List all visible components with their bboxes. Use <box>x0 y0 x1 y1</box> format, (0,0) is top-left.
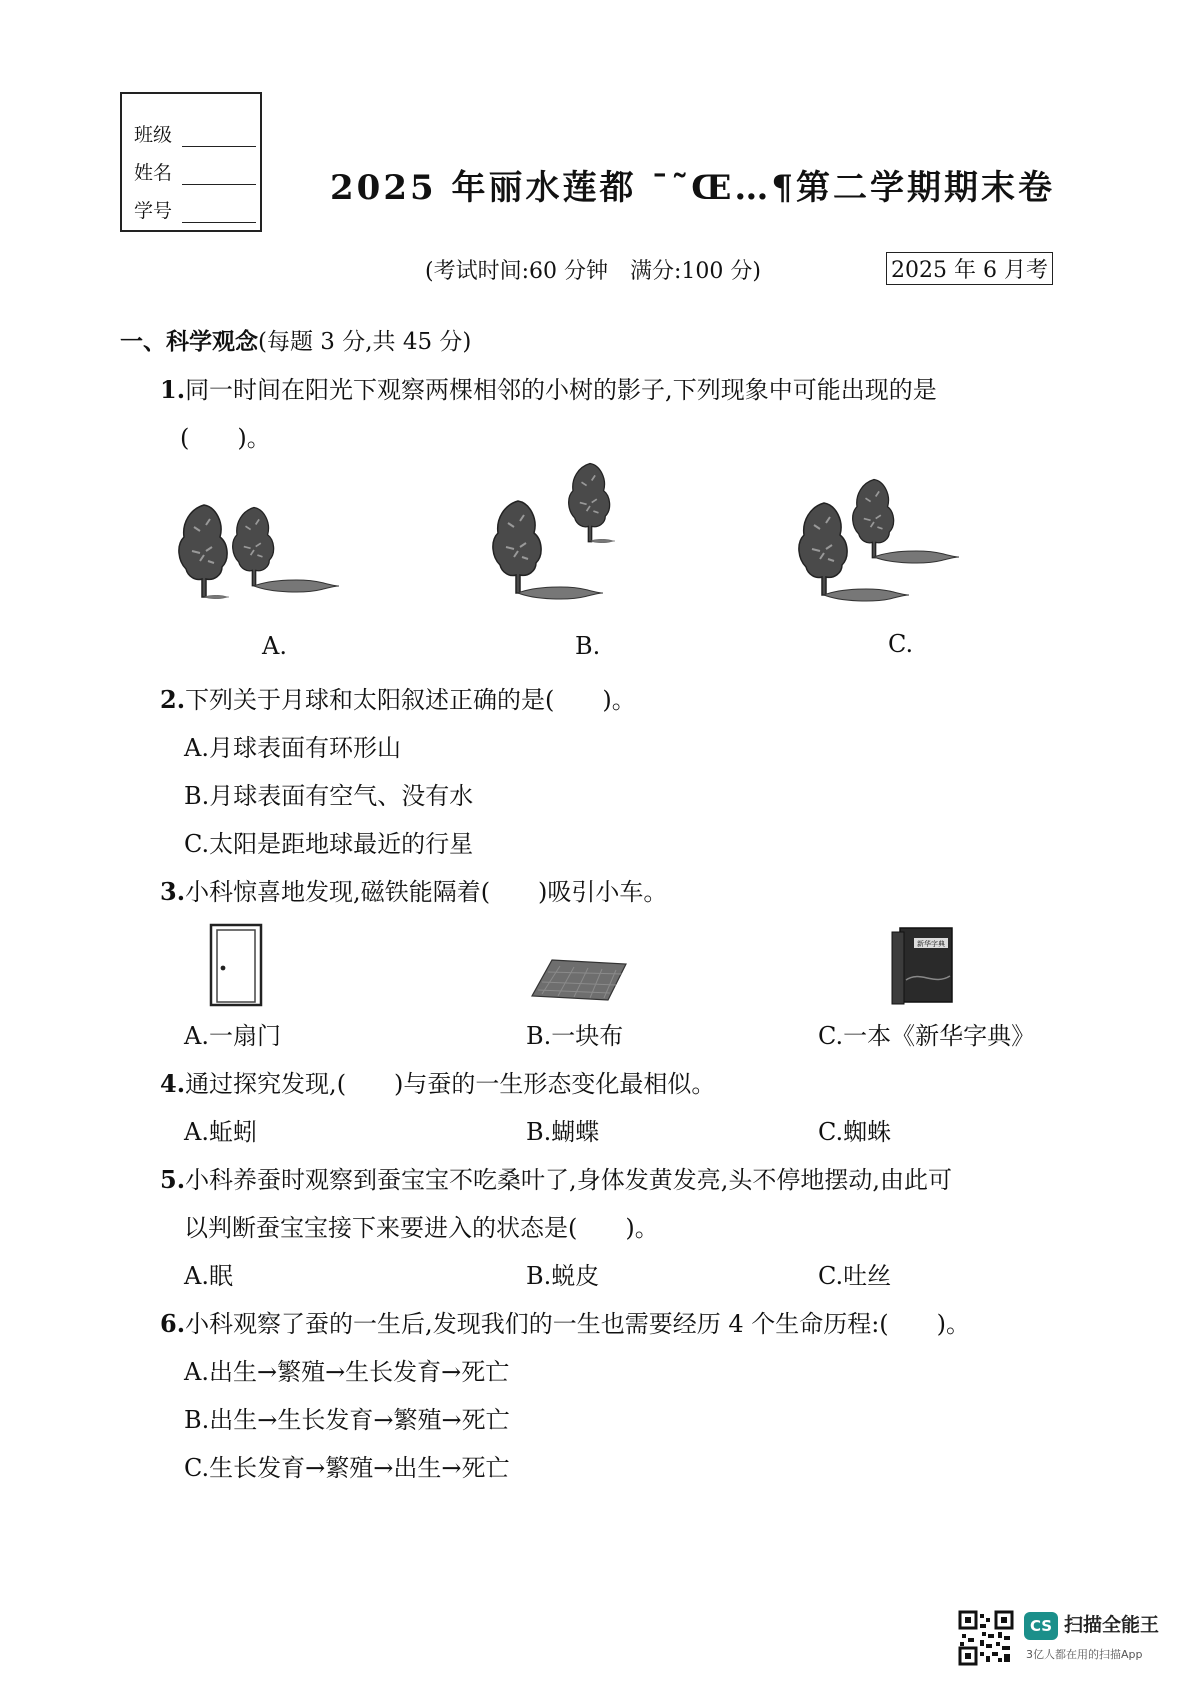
question-1-option-a[interactable]: A. <box>262 632 287 660</box>
question-4-option-b[interactable]: B.蝴蝶 <box>526 1118 600 1146</box>
question-2-option-b[interactable]: B.月球表面有空气、没有水 <box>184 782 474 810</box>
question-3-option-b[interactable]: B.一块布 <box>526 1022 624 1050</box>
question-1-option-b[interactable]: B. <box>575 632 601 660</box>
camscanner-name: 扫描全能王 <box>1064 1614 1160 1636</box>
exam-date: 2025 年 6 月考 <box>886 252 1053 285</box>
question-3-option-a[interactable]: A.一扇门 <box>184 1022 281 1050</box>
student-id-field[interactable]: 学号 <box>134 196 256 223</box>
exam-title: 2025 年丽水莲都 ˉ˜Œ…¶第二学期期末卷 <box>330 168 1056 208</box>
question-1: 1.同一时间在阳光下观察两棵相邻的小树的影子,下列现象中可能出现的是 <box>160 375 937 404</box>
figure-a <box>179 505 339 599</box>
section-title: 一、科学观念(每题 3 分,共 45 分) <box>120 328 472 355</box>
name-field[interactable]: 姓名 <box>134 158 256 185</box>
class-field[interactable]: 班级 <box>134 120 256 147</box>
exam-info: (考试时间:60 分钟 满分:100 分) <box>425 259 761 284</box>
question-2-option-c[interactable]: C.太阳是距地球最近的行星 <box>184 830 474 858</box>
figure-c <box>799 480 959 601</box>
camscanner-logo: CS <box>1024 1612 1058 1640</box>
student-info-box <box>120 92 262 232</box>
question-6-option-b[interactable]: B.出生→生长发育→繁殖→死亡 <box>184 1406 510 1434</box>
question-4-option-a[interactable]: A.蚯蚓 <box>184 1118 257 1146</box>
question-2-option-a[interactable]: A.月球表面有环形山 <box>184 734 401 762</box>
dictionary-image <box>890 926 956 1006</box>
camscanner-slogan: 3亿人都在用的扫描App <box>1026 1648 1143 1661</box>
dictionary-cover-title: 新华字典 <box>917 940 945 948</box>
question-6-option-c[interactable]: C.生长发育→繁殖→出生→死亡 <box>184 1454 510 1482</box>
door-image <box>208 922 268 1008</box>
question-1-blank: ( )。 <box>180 424 271 452</box>
question-6: 6.小科观察了蚕的一生后,发现我们的一生也需要经历 4 个生命历程:( )。 <box>160 1309 971 1338</box>
question-5-option-b[interactable]: B.蜕皮 <box>526 1262 600 1290</box>
question-1-option-c[interactable]: C. <box>888 630 914 658</box>
qr-code-icon <box>958 1610 1014 1666</box>
question-4-option-c[interactable]: C.蜘蛛 <box>818 1118 892 1146</box>
question-4: 4.通过探究发现,( )与蚕的一生形态变化最相似。 <box>160 1069 716 1098</box>
question-6-option-a[interactable]: A.出生→繁殖→生长发育→死亡 <box>184 1358 510 1386</box>
cloth-image <box>530 958 630 1002</box>
figure-b <box>493 464 615 599</box>
question-2: 2.下列关于月球和太阳叙述正确的是( )。 <box>160 685 636 714</box>
question-5-line-2: 以判断蚕宝宝接下来要进入的状态是( )。 <box>184 1214 659 1242</box>
question-5: 5.小科养蚕时观察到蚕宝宝不吃桑叶了,身体发黄发亮,头不停地摆动,由此可 <box>160 1165 952 1194</box>
question-1-figures <box>170 455 1030 635</box>
question-5-option-c[interactable]: C.吐丝 <box>818 1262 892 1290</box>
question-3: 3.小科惊喜地发现,磁铁能隔着( )吸引小车。 <box>160 877 668 906</box>
question-3-option-c[interactable]: C.一本《新华字典》 <box>818 1022 1036 1050</box>
question-5-option-a[interactable]: A.眠 <box>184 1262 233 1290</box>
